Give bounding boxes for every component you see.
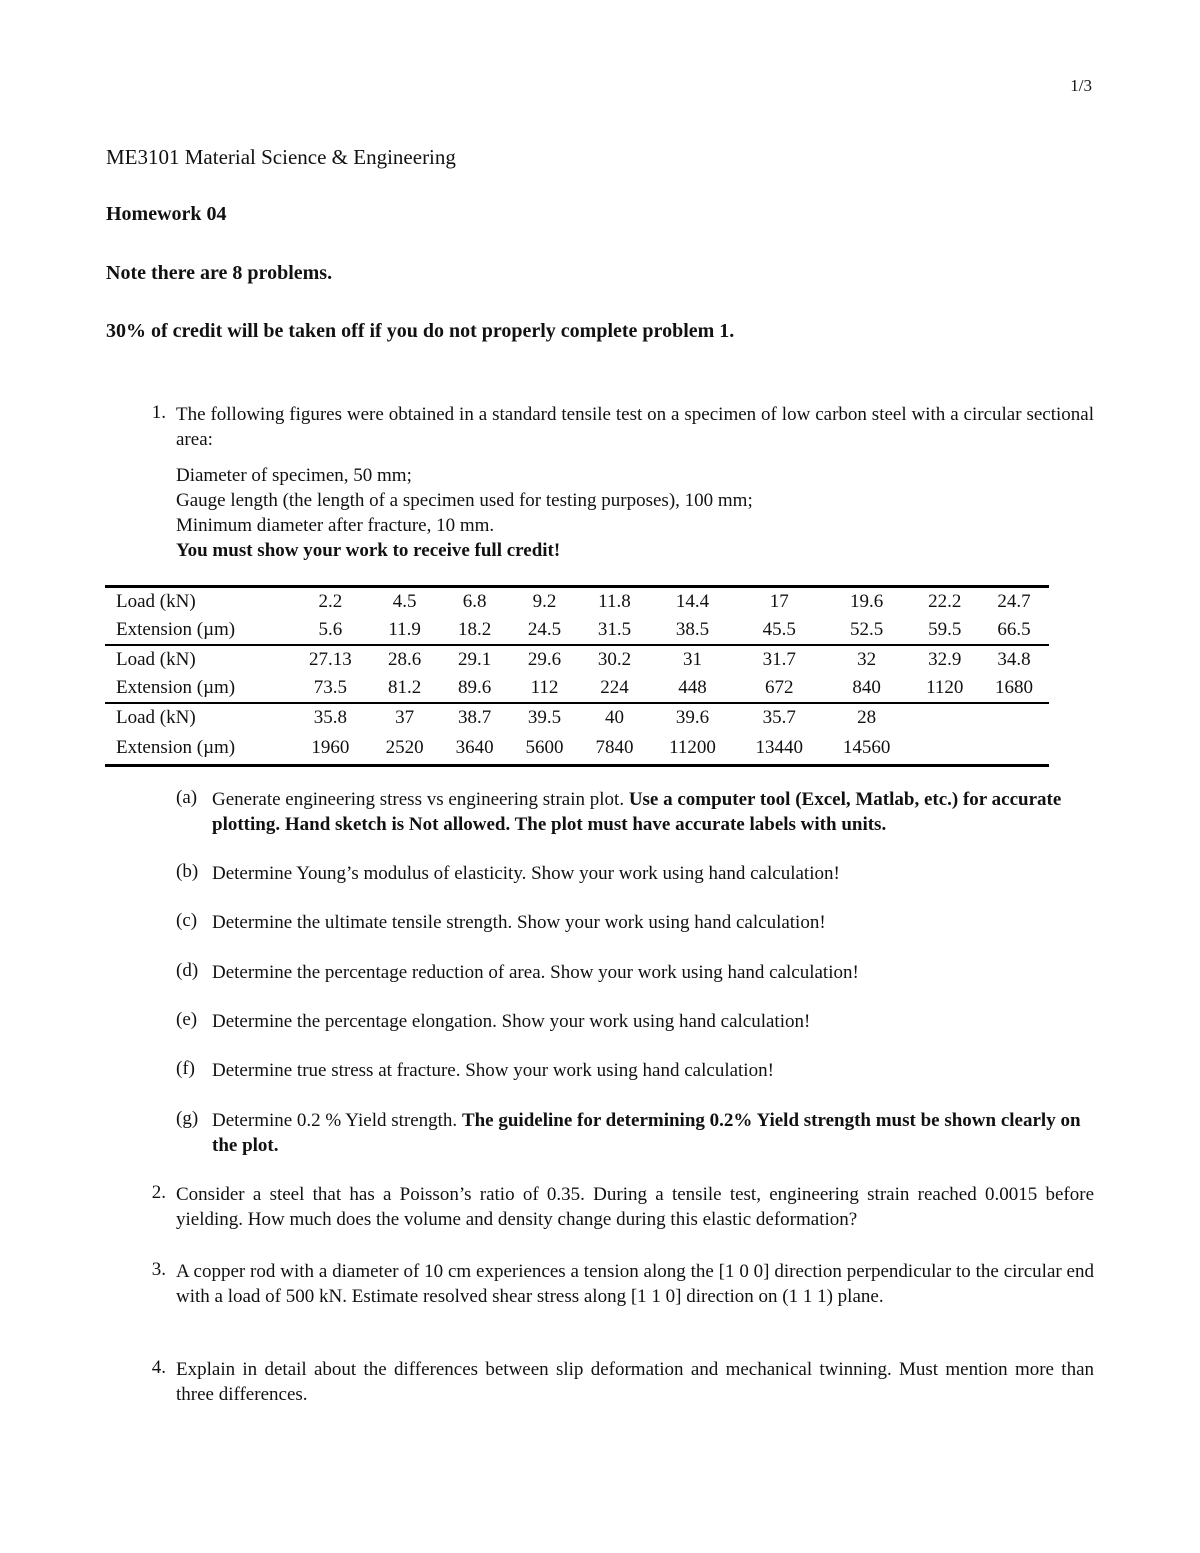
table-cell: 18.2: [457, 619, 492, 640]
problem-count-note: Note there are 8 problems.: [106, 262, 333, 284]
table-cell: 27.13: [291, 645, 370, 674]
table-cell: 1680: [995, 677, 1034, 698]
table-cell: 39.6: [649, 703, 735, 732]
credit-warning: 30% of credit will be taken off if you do not properly complete problem 1.: [106, 320, 735, 342]
homework-title: Homework 04: [106, 203, 227, 225]
table-cell: 31: [649, 645, 735, 674]
tensile-test-table: [105, 585, 1049, 767]
table-cell: 24.5: [527, 619, 562, 640]
problem-4-text: Explain in detail about the differences between slip deformation and mechanical twinning. Must mention more than three differences.: [176, 1359, 1094, 1405]
spec-gauge-length: Gauge length (the length of a specimen used for testing purposes), 100 mm;: [176, 490, 753, 511]
problem-1-number: 1.: [151, 402, 166, 423]
table-cell: 32: [823, 645, 910, 674]
table-cell: 112: [530, 677, 559, 698]
table-cell: [979, 703, 1049, 732]
part-c-text: Determine the ultimate tensile strength. Show your work using hand calculation!: [212, 912, 826, 933]
table-cell: 11200: [649, 732, 735, 766]
course-title: ME3101 Material Science & Engineering: [106, 145, 456, 169]
table-cell: 5.6: [318, 619, 343, 640]
table-cell: 1960: [291, 732, 370, 766]
part-e-text: Determine the percentage elongation. Show your work using hand calculation!: [212, 1011, 811, 1032]
part-a-text: [212, 787, 1096, 837]
table-cell: 29.6: [510, 645, 580, 674]
table-cell: 7840: [579, 732, 649, 766]
table-cell: 38.5: [675, 619, 710, 640]
part-a-label: (a): [176, 787, 198, 808]
table-cell: 28: [823, 703, 910, 732]
part-f-text: Determine true stress at fracture. Show your work using hand calculation!: [212, 1060, 774, 1081]
part-b-label: (b): [176, 861, 199, 882]
problem-2-text: Consider a steel that has a Poisson’s ratio of 0.35. During a tensile test, engineering strain reached 0.0015 before yielding. How much does the volume and density change during this elastic deformation?: [176, 1184, 1094, 1230]
table-cell: 73.5: [313, 677, 347, 698]
table-cell: 448: [678, 677, 707, 698]
load-label: Load (kN): [105, 587, 291, 617]
table-cell: 81.2: [388, 677, 422, 698]
extension-label: Extension (µm): [116, 619, 236, 640]
table-cell: 14560: [823, 732, 910, 766]
table-cell: 3640: [440, 732, 510, 766]
table-cell: 31.5: [597, 619, 632, 640]
table-row-load-3: [105, 703, 1049, 732]
table-cell: 59.5: [928, 619, 962, 640]
table-cell: 37: [370, 703, 440, 732]
table-cell: 34.8: [979, 645, 1049, 674]
table-cell: 35.8: [291, 703, 370, 732]
show-work-emphasis: You must show your work to receive full credit!: [176, 540, 561, 561]
table-cell: 2.2: [291, 587, 370, 617]
table-row-extension-1: [105, 616, 1049, 645]
problem-2-number: 2.: [151, 1182, 166, 1203]
page-number: 1/3: [1070, 76, 1092, 95]
table-cell: 31.7: [736, 645, 823, 674]
table-cell: 40: [579, 703, 649, 732]
extension-label: Extension (µm): [116, 677, 236, 698]
table-cell: 1120: [926, 677, 964, 698]
table-cell: 17: [736, 587, 823, 617]
load-label: Load (kN): [105, 703, 291, 732]
table-row-load-2: [105, 645, 1049, 674]
table-cell: 38.7: [440, 703, 510, 732]
part-c-label: (c): [176, 910, 198, 931]
part-a-bold: Use a computer tool (Excel, Matlab, etc.) for accurate plotting. Hand sketch is Not allowed. The plot must have accurate labels with units.: [212, 789, 1062, 835]
table-cell: 6.8: [440, 587, 510, 617]
spec-diameter: Diameter of specimen, 50 mm;: [176, 465, 412, 486]
problem-1-intro: The following figures were obtained in a standard tensile test on a specimen of low carbon steel with a circular sectional area:: [176, 404, 1094, 450]
table-cell: [979, 732, 1049, 766]
table-cell: 66.5: [997, 619, 1031, 640]
table-cell: 32.9: [910, 645, 979, 674]
table-row-extension-3: [105, 732, 1049, 766]
part-d-text: Determine the percentage reduction of area. Show your work using hand calculation!: [212, 962, 859, 983]
table-cell: 45.5: [762, 619, 796, 640]
table-cell: 672: [765, 677, 794, 698]
table-cell: 14.4: [649, 587, 735, 617]
part-f-label: (f): [176, 1058, 195, 1079]
table-cell: 9.2: [510, 587, 580, 617]
problem-4-number: 4.: [151, 1357, 166, 1378]
table-cell: 22.2: [910, 587, 979, 617]
part-g-text: [212, 1108, 1096, 1158]
table-cell: 11.8: [579, 587, 649, 617]
problem-3-text: A copper rod with a diameter of 10 cm experiences a tension along the [1 0 0] direction perpendicular to the circular end with a load of 500 kN. Estimate resolved shear stress along [1 1 0] direction on (1 1 1) plane.: [176, 1261, 1094, 1307]
table-cell: 24.7: [979, 587, 1049, 617]
spec-min-diameter: Minimum diameter after fracture, 10 mm.: [176, 515, 495, 536]
part-e-label: (e): [176, 1009, 198, 1030]
table-row-load-1: [105, 587, 1049, 617]
table-cell: 52.5: [850, 619, 884, 640]
table-cell: 39.5: [510, 703, 580, 732]
table-cell: [910, 703, 979, 732]
table-cell: 29.1: [440, 645, 510, 674]
part-b-text: Determine Young’s modulus of elasticity. Show your work using hand calculation!: [212, 863, 840, 884]
load-label: Load (kN): [105, 645, 291, 674]
table-cell: 35.7: [736, 703, 823, 732]
table-cell: 19.6: [823, 587, 910, 617]
table-cell: [910, 732, 979, 766]
table-row-extension-2: [105, 674, 1049, 703]
part-d-label: (d): [176, 960, 199, 981]
table-cell: 224: [600, 677, 629, 698]
table-cell: 2520: [370, 732, 440, 766]
table-cell: 11.9: [388, 619, 421, 640]
part-g-label: (g): [176, 1108, 199, 1129]
table-cell: 840: [852, 677, 881, 698]
table-cell: 13440: [736, 732, 823, 766]
part-g-bold: The guideline for determining 0.2% Yield strength must be shown clearly on the plot.: [212, 1110, 1081, 1156]
table-cell: 30.2: [579, 645, 649, 674]
part-a-plain: Generate engineering stress vs engineering strain plot.: [212, 789, 629, 810]
table-cell: 28.6: [370, 645, 440, 674]
extension-label: Extension (µm): [105, 732, 291, 766]
table-cell: 89.6: [457, 677, 492, 698]
problem-3-number: 3.: [151, 1259, 166, 1280]
part-g-plain: Determine 0.2 % Yield strength.: [212, 1110, 462, 1131]
table-cell: 5600: [510, 732, 580, 766]
table-cell: 4.5: [370, 587, 440, 617]
